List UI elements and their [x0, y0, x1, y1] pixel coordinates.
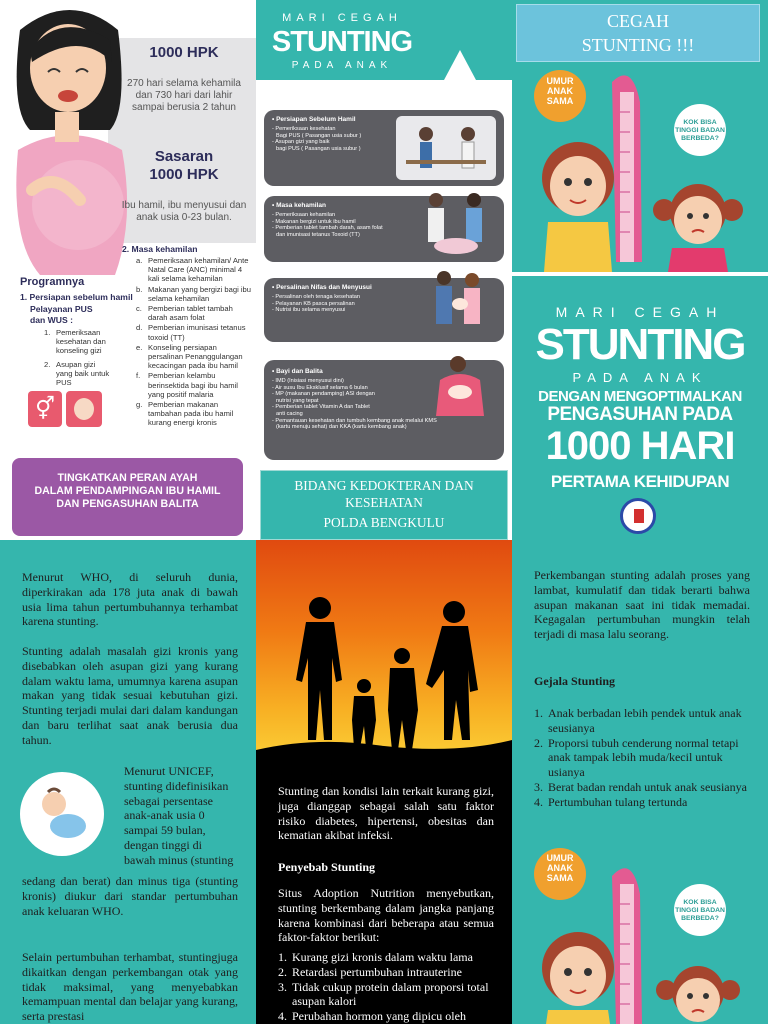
banner-line: DAN PENGASUHAN BALITA	[56, 498, 199, 510]
list-item	[136, 343, 252, 371]
consultation-illustration	[396, 116, 496, 180]
bubble-line: TINGGI BADAN	[675, 907, 725, 914]
cover-line-2: PENGASUHAN PADA	[547, 404, 733, 425]
list-marker: f.	[136, 371, 141, 381]
panel-mari-cegah	[256, 0, 512, 540]
adoption-nutrition-paragraph: Situs Adoption Nutrition menyebutkan, stunting berkembang dalam jangka panjang karena kombinasi dari beberapa atau semua faktor-faktor berikut:	[278, 886, 494, 945]
list-marker: d.	[136, 323, 143, 333]
bubble-line: ANAK	[547, 86, 573, 96]
list-item	[278, 1009, 494, 1024]
bubble-left-text	[538, 76, 582, 106]
peran-ayah-banner	[12, 458, 243, 536]
bubble-line: BERBEDA?	[681, 135, 719, 142]
info-box-line: - Nutrisi ibu selama menyusui	[272, 307, 346, 314]
unicef-paragraph-rest: sedang dan berat) dan minus tiga (stunting kronis) diukur dari standar pertumbuhan anak keluaran WHO.	[22, 874, 238, 918]
sasaran-desc-line: Ibu hamil, ibu menyusui dan	[121, 200, 247, 211]
list-item	[136, 285, 252, 303]
footer-line: BIDANG KEDOKTERAN DAN	[294, 478, 474, 493]
info-box-line: Bagi PUS ( Pasangan usia subur )	[276, 132, 362, 139]
list-text: Anak berbadan lebih pendek untuk anak seusianya	[548, 706, 742, 735]
info-box-persalinan	[264, 278, 504, 342]
list-marker: 2.	[534, 735, 543, 750]
list-marker: 3.	[278, 979, 287, 994]
cover-title-top: MARI CEGAH	[555, 304, 725, 320]
risk-paragraph: Stunting dan kondisi lain terkait kurang gizi, juga dianggap sebagai salah satu faktor risiko diabetes, hipertensi, obesitas dan kematian akibat infeksi.	[278, 784, 494, 843]
unicef-line: Menurut UNICEF,	[124, 764, 214, 778]
info-box-heading: • Bayi dan Balita	[272, 368, 323, 375]
list-text: Pemberian tablet tambah darah asam folat	[148, 304, 233, 323]
header-top-text: MARI CEGAH	[282, 12, 402, 24]
info-box-line: - IMD (Inisiasi menyusui dini)	[272, 378, 344, 384]
hpk-desc-line: 270 hari selama kehamila	[127, 78, 241, 89]
list-marker: a.	[136, 256, 143, 265]
bubble-line: BERBEDA?	[681, 915, 719, 922]
bubble-right-text	[668, 119, 732, 143]
footer-line: KESEHATAN	[345, 495, 423, 510]
unicef-line: bawah minus (stunting	[124, 852, 234, 867]
info-box-line: (kartu menuju sehat) dan KKA (kartu kembang anak)	[276, 424, 407, 431]
list-marker: e.	[136, 342, 143, 352]
list-marker: 3.	[534, 779, 543, 794]
list-item	[534, 795, 750, 810]
unicef-line: sebagai persentase	[124, 793, 213, 808]
list-text: Pemberian kelambu berinsektida bagi ibu hamil yang positif malaria	[148, 371, 238, 399]
list-item	[534, 706, 750, 736]
bubble-line: SAMA	[546, 96, 574, 106]
list-text: Asupan gizi yang baik untuk PUS	[56, 359, 110, 388]
list-text: Retardasi pertumbuhan intrauterine	[292, 964, 462, 979]
bubble-line: ANAK	[547, 863, 573, 873]
cover-title-sub: PADA ANAK	[572, 370, 708, 385]
banner-line: STUNTING !!!	[581, 35, 695, 55]
bubble-line: KOK BISA	[683, 899, 717, 906]
list-marker: g.	[136, 400, 143, 410]
who-paragraph: Menurut WHO, di seluruh dunia, diperkirakan ada 178 juta anak di bawah usia lima tahun pertumbuhannya terhambat karena stunting.	[22, 570, 238, 629]
cover-line-1: DENGAN MENGOPTIMALKAN	[538, 388, 742, 405]
list-item	[136, 323, 252, 341]
egg-cell-icon	[66, 391, 102, 427]
list-item	[44, 328, 112, 356]
list-marker: 1.	[534, 706, 543, 720]
breastfeeding-illustration	[420, 350, 500, 422]
list-text: Kurang gizi kronis dalam waktu lama	[292, 950, 473, 964]
info-box-line: - MP (makanan pendamping) ASI dengan	[272, 391, 375, 398]
info-box-heading: • Persiapan Sebelum Hamil	[272, 116, 356, 123]
program-title: Programnya	[20, 276, 85, 288]
list-text: Pemberian imunisasi tetanus toxoid (TT)	[148, 323, 246, 342]
stunting-definition-paragraph: Stunting adalah masalah gizi kronis yang disebabkan oleh asupan gizi yang kurang dalam waktu lama, umumnya karena asupan makan yang tidak sesuai kebutuhan gizi. Stunting terjadi mulai dari dalam kandungan dan baru terlihat saat anak berusia dua tahun.	[22, 644, 238, 747]
hpk-desc	[116, 78, 252, 114]
panel-gejala	[512, 540, 768, 1024]
list-item	[136, 256, 252, 284]
list-text: Konseling persiapan persalinan Penanggulangan kecacingan pada ibu hamil	[148, 342, 243, 371]
list-marker: 4.	[278, 1009, 287, 1024]
info-box-line: - Pemberian tablet Vitamin A dan Tablet	[272, 404, 370, 411]
info-box-line: - Persalinan oleh tenaga kesehatan	[272, 294, 361, 300]
list-item	[278, 965, 494, 980]
panel-cover	[512, 0, 768, 540]
bubble-right-text	[668, 899, 732, 923]
cover-title-main: STUNTING	[535, 320, 745, 369]
unicef-line: dengan tinggi di	[124, 837, 202, 852]
header-sub-text: PADA ANAK	[291, 60, 393, 71]
info-box-line: - Pemeriksaan kehamilan	[272, 212, 336, 218]
family-newborn-illustration	[420, 264, 498, 338]
list-marker: b.	[136, 284, 143, 294]
info-box-bayi-balita	[264, 360, 504, 460]
bubble-left-text	[538, 853, 582, 883]
list-text: Pertumbuhan tulang tertunda	[548, 794, 688, 809]
program-1-sub-line: dan WUS :	[30, 315, 73, 325]
list-text: Tidak cukup protein dalam proporsi total asupan kalori	[292, 979, 489, 1009]
list-item	[534, 780, 750, 795]
list-marker: 2.	[44, 359, 51, 369]
list-text: Berat badan rendah untuk anak seusianya	[548, 779, 747, 794]
pregnant-woman-illustration	[0, 0, 143, 280]
masa-kehamilan-title: 2. Masa kehamilan	[122, 244, 198, 254]
header-triangle	[444, 50, 476, 80]
info-box-line: dan imunisasi tetanus Toxoid (TT)	[276, 231, 360, 238]
footer-bidang-kedokteran	[260, 470, 508, 540]
list-item	[136, 371, 252, 399]
penyebab-list	[278, 950, 494, 1024]
footer-line: POLDA BENGKULU	[323, 515, 445, 530]
list-text: Perubahan hormon yang dipicu oleh	[292, 1009, 466, 1024]
sasaran-desc-line: anak usia 0-23 bulan.	[136, 212, 232, 223]
info-box-line: bagi PUS ( Pasangan usia subur )	[276, 145, 361, 152]
sasaran-title: Sasaran	[154, 148, 214, 165]
info-box-line: - Air susu Ibu Eksklusif selama 6 bulan	[272, 384, 368, 391]
cover-line-4: PERTAMA KEHIDUPAN	[550, 472, 730, 491]
bubble-line: UMUR	[546, 76, 574, 86]
banner-line: TINGKATKAN PERAN AYAH	[57, 472, 198, 484]
banner-line: CEGAH	[607, 11, 669, 31]
unicef-line: anak-anak usia 0	[124, 808, 205, 823]
list-marker: c.	[136, 304, 142, 314]
cover-line-3: 1000 HARI	[545, 424, 735, 468]
banner-line: DALAM PENDAMPINGAN IBU HAMIL	[34, 485, 221, 497]
perkembangan-paragraph: Perkembangan stunting adalah proses yang lambat, kumulatif dan tidak berarti bahwa asupan makanan saat ini tidak memadai. Kegagalan pertumbuhan mungkin telah terjadi di masa lalu seorang.	[534, 568, 750, 642]
program-1: 1. Persiapan sebelum hamil	[20, 292, 133, 302]
list-item	[278, 980, 494, 1010]
bubble-line: UMUR	[546, 853, 574, 863]
info-box-line: nutrisi yang tepat	[276, 397, 319, 404]
info-box-line: anti cacing	[276, 410, 303, 417]
pregnancy-checkup-illustration	[414, 186, 498, 258]
list-text: Makanan yang bergizi bagi ibu selama kehamilan	[148, 284, 252, 303]
baby-icon	[20, 772, 104, 856]
unicef-line: sampai 59 bulan,	[124, 823, 206, 838]
polri-logo-icon	[620, 498, 656, 534]
unicef-paragraph	[124, 764, 238, 868]
list-marker: 4.	[534, 794, 543, 809]
program-1-list	[44, 328, 112, 388]
gejala-heading: Gejala Stunting	[534, 674, 616, 688]
impact-paragraph: Selain pertumbuhan terhambat, stuntingjuga dikaitkan dengan perkembangan otak yang tidak maksimal, yang menyebabkan kemampuan mental dan belajar yang kurang, serta prestasi	[22, 950, 238, 1024]
gejala-list	[534, 706, 750, 810]
hpk-title: 1000 HPK	[149, 44, 219, 61]
hpk-desc-line: dan 730 hari dari lahir	[135, 90, 233, 101]
info-box-line: - Makanan bergizi untuk ibu hamil	[272, 218, 356, 225]
list-text: Pemeriksaan kehamilan/ Ante Natal Care (ANC) minimal 4 kali selama kehamilan	[148, 256, 249, 284]
list-item	[136, 400, 252, 428]
info-box-line: - Pelayanan KB pasca persalinan	[272, 300, 355, 307]
info-box-heading: • Persalinan Nifas dan Menyusui	[272, 284, 372, 291]
list-text: Pemberian makanan tambahan pada ibu hamil kurang energi kronis	[148, 400, 234, 428]
list-text: Proporsi tubuh cenderung normal tetapi anak tampak lebih muda/kecil untuk usianya	[548, 735, 739, 780]
family-silhouette-icon	[256, 540, 512, 768]
info-box-line: - Asupan gizi yang baik	[272, 139, 330, 146]
list-item	[278, 950, 494, 965]
list-item	[136, 304, 252, 322]
penyebab-heading: Penyebab Stunting	[278, 860, 376, 874]
panel-1000-hpk	[0, 0, 256, 540]
panel-who	[0, 540, 256, 1024]
header-main-text: STUNTING	[271, 26, 413, 58]
info-box-heading: • Masa kehamilan	[272, 202, 326, 209]
info-box-line: - Pemberian tablet tambah darah, asam folat	[272, 225, 383, 232]
sasaran-subtitle: 1000 HPK	[149, 166, 219, 183]
program-1-sub	[30, 304, 93, 326]
divider	[512, 272, 768, 276]
info-box-line: - Pemantauan kesehatan dan tumbuh kembang anak melalui KMS	[272, 417, 437, 424]
panel-penyebab	[256, 540, 512, 1024]
masa-kehamilan-list	[136, 256, 252, 429]
info-box-kehamilan	[264, 196, 504, 262]
list-text: Pemeriksaan kesehatan dan konseling gizi	[56, 328, 106, 356]
hpk-desc-line: sampai berusia 2 tahun	[132, 102, 236, 113]
info-box-line: - Pemeriksaan kesehatan	[272, 126, 336, 132]
cegah-stunting-banner	[516, 4, 760, 62]
sasaran-desc	[116, 200, 252, 224]
list-item	[44, 360, 112, 388]
unicef-line: stunting didefinisikan	[124, 778, 229, 793]
bubble-line: KOK BISA	[683, 119, 717, 126]
list-item	[534, 736, 750, 780]
sunset-family-photo	[256, 540, 512, 768]
list-marker: 1.	[44, 328, 51, 337]
list-marker: 1.	[278, 950, 287, 964]
bubble-line: TINGGI BADAN	[675, 127, 725, 134]
list-marker: 2.	[278, 964, 287, 979]
bubble-line: SAMA	[546, 873, 574, 883]
program-1-sub-line: Pelayanan PUS	[30, 304, 93, 314]
gender-icon: ⚥	[28, 391, 62, 427]
info-box-persiapan	[264, 110, 504, 186]
